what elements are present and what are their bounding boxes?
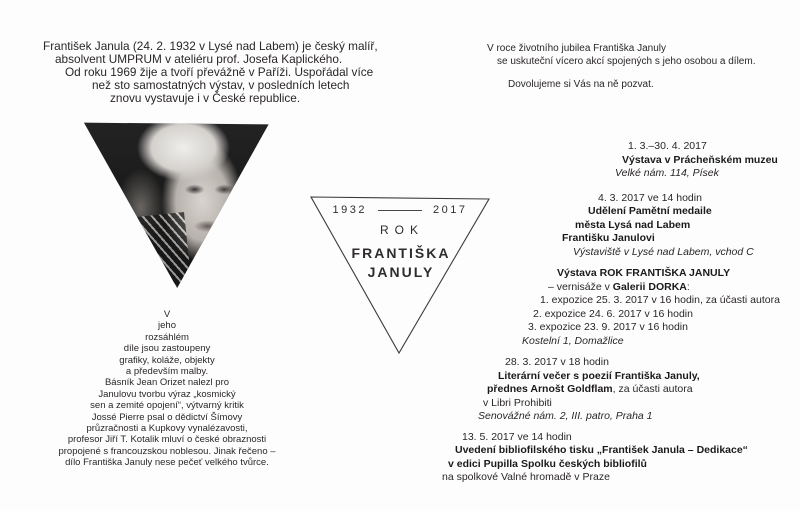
- event-venue: Kostelní 1, Domažlice: [522, 334, 624, 347]
- event-date: 28. 3. 2017 v 18 hodin: [505, 356, 609, 368]
- invitation-paragraph: [440, 42, 755, 91]
- title-rest: , za účasti autora: [612, 383, 693, 395]
- intro-line: znovu vystavuje i v České republice.: [110, 91, 301, 105]
- bio-line: dílo Františka Januly nese pečeť velkého tvůrce.: [65, 457, 269, 469]
- event-title: [487, 383, 795, 397]
- event-item-literarni-vecer: [430, 356, 795, 424]
- bio-line: Básník Jean Orizet nalezl pro: [104, 377, 230, 389]
- event-item-bibliofilsky-tisk: [430, 431, 795, 485]
- scarf-stripes: [124, 212, 191, 291]
- event-expo: 2. expozice 24. 6. 2017 v 16 hodin: [533, 307, 693, 320]
- dash-rule: [378, 210, 422, 211]
- portrait-photo-triangle: [83, 121, 269, 288]
- event-title: Výstava ROK FRANTIŠKA JANULY: [557, 267, 731, 279]
- bio-line: sen a zemité opojení“, výtvarný kritik: [90, 400, 244, 412]
- event-venue: Senovážné nám. 2, III. patro, Praha 1: [478, 410, 653, 422]
- event-expo: 1. expozice 25. 3. 2017 v 16 hodin, za účasti autora: [540, 294, 780, 306]
- event-date: 13. 5. 2017 ve 14 hodin: [462, 430, 572, 443]
- event-venue: Velké nám. 114, Písek: [615, 167, 719, 179]
- intro-paragraph: [30, 40, 378, 105]
- event-title: Uvedení bibliofilského tisku „František Janula – Dedikace“: [455, 444, 748, 456]
- event-subtitle: [548, 281, 795, 295]
- bio-line: Janulovu tvorbu výraz „kosmický: [98, 388, 236, 400]
- subtitle-pre: – vernisáže v: [548, 280, 613, 293]
- event-location: v Libri Prohibiti: [483, 396, 552, 409]
- logo-word-frantiska: FRANTIŠKA: [351, 245, 451, 261]
- bio-line: díle jsou zastoupeny: [123, 343, 211, 355]
- logo-word-january: JANULY: [367, 264, 435, 280]
- invitation-line: Dovolujeme si Vás na ně pozvat.: [508, 79, 654, 90]
- bio-line: profesor Jiří T. Kotalik mluví o české obraznosti: [67, 434, 267, 446]
- subtitle-post: :: [686, 280, 690, 293]
- performer: přednes Arnošt Goldflam: [487, 383, 613, 395]
- event-title: v edici Pupilla Spolku českých bibliofilů: [448, 457, 647, 470]
- event-title: Františku Janulovi: [562, 232, 655, 244]
- intro-line: než sto samostatných výstav, v posledních letech: [92, 78, 350, 92]
- subtitle-gallery: Galerii DORKA: [612, 280, 687, 293]
- event-title: města Lysá nad Labem: [575, 218, 691, 231]
- year-start: 1932: [332, 204, 367, 216]
- event-venue: Výstaviště v Lysé nad Labem, vchod C: [573, 245, 754, 258]
- bio-line: Jossé Pierre psal o dědictví Šímovy: [91, 411, 243, 423]
- event-date: 1. 3.–30. 4. 2017: [628, 140, 707, 152]
- intro-line: František Janula (24. 2. 1932 v Lysé nad Labem) je český malíř,: [43, 39, 378, 53]
- bio-line: V: [163, 309, 171, 320]
- event-item-pracheňske-muzeum: [430, 140, 795, 181]
- event-item-vystava-rok: [430, 267, 795, 348]
- event-note: na spolkové Valné hromadě v Praze: [442, 471, 610, 483]
- intro-line: Od roku 1969 žije a tvoří převážně v Paříži. Uspořádal více: [65, 65, 374, 79]
- event-date: 4. 3. 2017 ve 14 hodin: [598, 191, 702, 204]
- year-end: 2017: [433, 204, 468, 216]
- invitation-line: se uskuteční vícero akcí spojených s jeho osobou a dílem.: [497, 56, 756, 67]
- event-title: Udělení Pamětní medaile: [588, 205, 712, 217]
- bio-line: propojené s francouzskou noblesou. Jinak řečeno –: [58, 445, 276, 457]
- bio-line: grafiky, koláže, objekty: [119, 354, 215, 366]
- event-title: Výstava v Prácheňském muzeu: [622, 153, 778, 166]
- bio-line: rozsáhlém: [145, 331, 189, 343]
- intro-line: absolvent UMPRUM v ateliéru prof. Josefa Kaplického.: [55, 52, 343, 66]
- event-expo: 3. expozice 23. 9. 2017 v 16 hodin: [528, 321, 688, 333]
- bio-line: jeho: [158, 320, 176, 332]
- invitation-line: V roce životního jubilea Františka Januly: [487, 43, 666, 54]
- logo-word-rok: ROK: [379, 223, 424, 237]
- events-list: [430, 140, 795, 485]
- bio-line: průzračnosti a Kupkovy vynalézavosti,: [86, 423, 248, 435]
- event-item-pametni-medaile: [430, 192, 795, 260]
- bio-pyramid-text: [46, 309, 288, 469]
- bio-line: a především malby.: [125, 366, 209, 378]
- event-title: Literární večer s poezií Františka Januly,: [498, 369, 700, 382]
